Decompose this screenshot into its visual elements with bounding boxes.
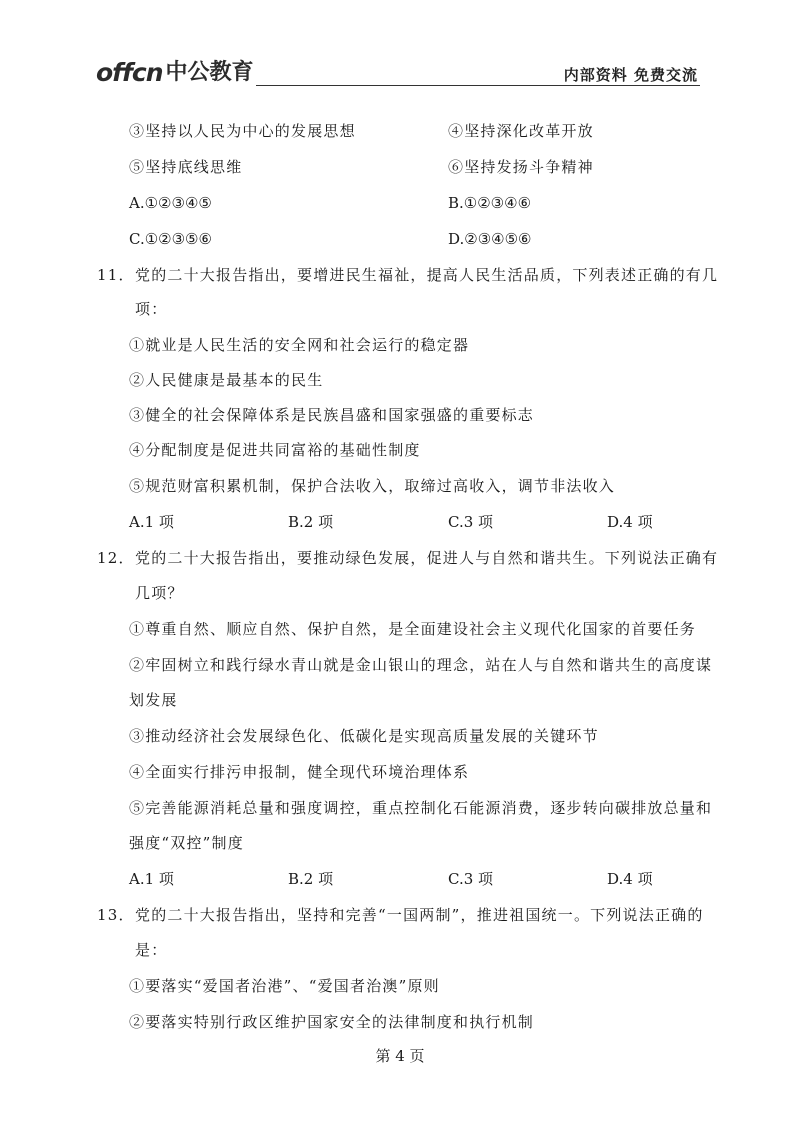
- q10-option-a: A.①②③④⑤: [129, 194, 212, 212]
- q12-number: 12．: [97, 549, 135, 567]
- header-note: 内部资料 免费交流: [563, 66, 698, 84]
- q12-option-c: C.3 项: [448, 870, 494, 888]
- q10-option-b: B.①②③④⑥: [448, 194, 532, 212]
- page-header: [96, 58, 700, 86]
- q13-stem-line-1: 党的二十大报告指出，坚持和完善“一国两制”，推进祖国统一。下列说法正确的: [135, 906, 704, 924]
- q12-item-5-line-2: 强度“双控”制度: [129, 834, 244, 852]
- q11-option-a: A.1 项: [129, 513, 174, 531]
- q13-item-2: ②要落实特别行政区维护国家安全的法律制度和执行机制: [129, 1013, 535, 1031]
- q11-option-b: B.2 项: [288, 513, 334, 531]
- q12-stem-line-2: 几项？: [135, 584, 184, 602]
- logo-chinese: 中公教育: [165, 60, 254, 85]
- q10-option-d: D.②③④⑤⑥: [448, 230, 532, 248]
- q12-item-2-line-1: ②牢固树立和践行绿水青山就是金山银山的理念，站在人与自然和谐共生的高度谋: [129, 656, 713, 674]
- q12-option-a: A.1 项: [129, 870, 174, 888]
- q10-item-6: ⑥坚持发扬斗争精神: [448, 158, 594, 176]
- q10-item-5: ⑤坚持底线思维: [129, 158, 243, 176]
- q11-item-4: ④分配制度是促进共同富裕的基础性制度: [129, 441, 421, 459]
- q13-item-1: ①要落实“爱国者治港”、“爱国者治澳”原则: [129, 977, 440, 995]
- q11-stem-line-1: 党的二十大报告指出，要增进民生福祉，提高人民生活品质，下列表述正确的有几: [135, 266, 719, 284]
- q12-item-3: ③推动经济社会发展绿色化、低碳化是实现高质量发展的关键环节: [129, 727, 599, 745]
- q11-item-5: ⑤规范财富积累机制，保护合法收入，取缔过高收入，调节非法收入: [129, 477, 616, 495]
- q11-stem-line-2: 项：: [135, 300, 168, 318]
- q10-item-3: ③坚持以人民为中心的发展思想: [129, 122, 356, 140]
- q11-item-3: ③健全的社会保障体系是民族昌盛和国家强盛的重要标志: [129, 406, 535, 424]
- q11-option-c: C.3 项: [448, 513, 494, 531]
- q11-option-d: D.4 项: [607, 513, 653, 531]
- q11-number: 11．: [97, 266, 135, 284]
- q10-item-4: ④坚持深化改革开放: [448, 122, 594, 140]
- q12-item-4: ④全面实行排污申报制，健全现代环境治理体系: [129, 763, 470, 781]
- q12-item-5-line-1: ⑤完善能源消耗总量和强度调控，重点控制化石能源消费，逐步转向碳排放总量和: [129, 799, 713, 817]
- q13-number: 13．: [97, 906, 135, 924]
- q12-option-b: B.2 项: [288, 870, 334, 888]
- offcn-logo: [96, 58, 254, 86]
- header-rule: [256, 85, 700, 86]
- q11-item-2: ②人民健康是最基本的民生: [129, 371, 324, 389]
- q13-stem-line-2: 是：: [135, 941, 168, 959]
- q12-stem-line-1: 党的二十大报告指出，要推动绿色发展，促进人与自然和谐共生。下列说法正确有: [135, 549, 719, 567]
- logo-latin: offcn: [96, 58, 163, 87]
- q12-option-d: D.4 项: [607, 870, 653, 888]
- q12-item-1: ①尊重自然、顺应自然、保护自然，是全面建设社会主义现代化国家的首要任务: [129, 620, 697, 638]
- q10-option-c: C.①②③⑤⑥: [129, 230, 212, 248]
- q11-item-1: ①就业是人民生活的安全网和社会运行的稳定器: [129, 336, 470, 354]
- q12-item-2-line-2: 划发展: [129, 691, 178, 709]
- page-number: 第 4 页: [375, 1047, 425, 1065]
